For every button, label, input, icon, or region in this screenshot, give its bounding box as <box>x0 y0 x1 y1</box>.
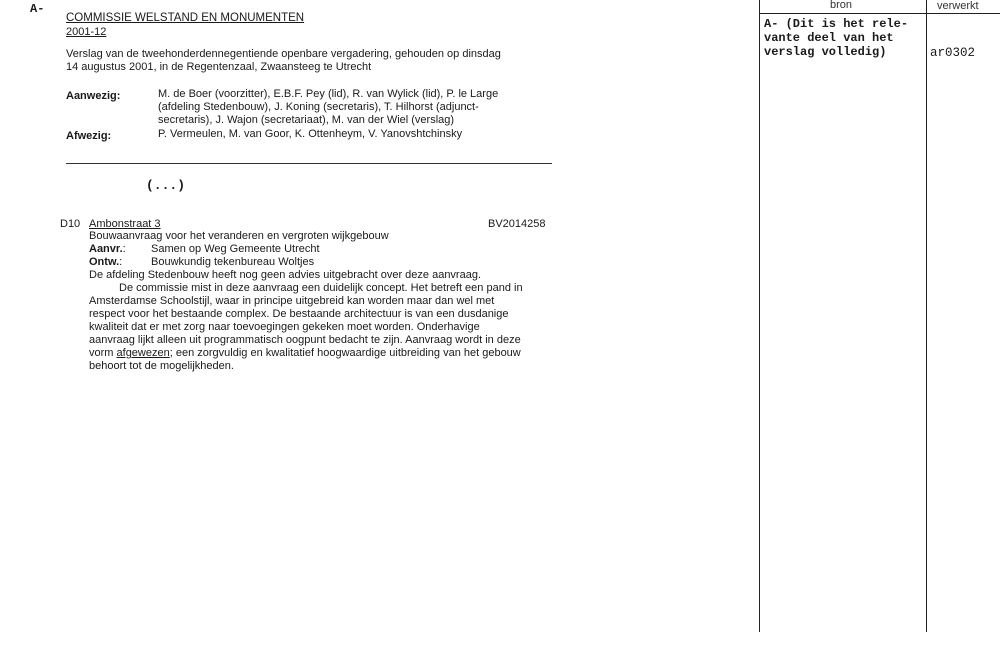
body-line: Amsterdamse Schoolstijl, waar in principe uitgebreid kan worden maar dan wel met <box>89 295 495 307</box>
register-note <box>764 17 908 59</box>
register-note-line: verslag volledig) <box>764 45 887 59</box>
omission-marker: (...) <box>146 178 186 193</box>
register-code: ar0302 <box>930 46 976 60</box>
body-line: aanvraag lijkt alleen uit programmatisch oogpunt bedacht te zijn. Aanvraag wordt in deze <box>89 334 521 346</box>
present-line: (afdeling Stedenbouw), J. Koning (secretaris), T. Hilhorst (adjunct- <box>158 101 479 113</box>
item-code: D10 <box>60 218 81 230</box>
intro-line: 14 augustus 2001, in de Regentenzaal, Zwaansteeg te Utrecht <box>66 61 372 73</box>
register-column-divider <box>926 0 927 632</box>
body-line: De commissie mist in deze aanvraag een duidelijk concept. Het betreft een pand in <box>119 282 523 294</box>
register-col-processed: verwerkt <box>937 0 979 12</box>
register-left-border <box>759 0 760 632</box>
committee-title: COMMISSIE WELSTAND EN MONUMENTEN <box>66 12 305 24</box>
decision-rejected: afgewezen <box>116 347 170 359</box>
body-vorm: vorm <box>89 347 114 359</box>
item-details <box>89 230 523 373</box>
present-list <box>158 88 498 127</box>
absent-label: Afwezig: <box>66 130 112 142</box>
designer-label: Ontw. <box>89 256 120 268</box>
body-line: respect voor het bestaande complex. De bestaande architectuur is van een dusdanige <box>89 308 509 320</box>
page-marker: A- <box>30 2 45 16</box>
applicant-sep: : <box>122 243 126 255</box>
absent-list: P. Vermeulen, M. van Goor, K. Ottenheym, V. Yanovshtchinsky <box>158 128 463 140</box>
meeting-number: 2001-12 <box>66 26 107 38</box>
register-header-rule <box>759 13 1000 14</box>
item-note: De afdeling Stedenbouw heeft nog geen advies uitgebracht over deze aanvraag. <box>89 269 482 281</box>
present-label: Aanwezig: <box>66 90 121 102</box>
intro-paragraph <box>66 48 501 74</box>
separator-rule <box>66 163 552 164</box>
body-line <box>89 347 523 360</box>
item-address: Ambonstraat 3 <box>89 218 161 230</box>
applicant-row <box>89 243 523 256</box>
register-note-line: A- (Dit is het rele- <box>764 17 909 31</box>
designer-value: Bouwkundig tekenbureau Woltjes <box>151 256 315 268</box>
designer-row <box>89 256 523 269</box>
body-rest: ; een zorgvuldig en kwalitatief hoogwaardige uitbreiding van het gebouw <box>169 347 521 359</box>
present-line: secretaris), J. Wajon (secretariaat), M. van der Wiel (verslag) <box>158 114 455 126</box>
body-line: behoort tot de mogelijkheden. <box>89 360 234 372</box>
intro-line: Verslag van de tweehonderdennegentiende openbare vergadering, gehouden op dinsdag <box>66 48 501 60</box>
applicant-value: Samen op Weg Gemeente Utrecht <box>151 243 320 255</box>
item-reference: BV2014258 <box>488 218 546 230</box>
applicant-label: Aanvr. <box>89 243 123 255</box>
designer-sep: : <box>119 256 123 268</box>
register-note-line: vante deel van het <box>764 31 894 45</box>
item-subject: Bouwaanvraag voor het veranderen en vergroten wijkgebouw <box>89 230 389 242</box>
body-line: kwaliteit dat er met zorg naar toevoegingen gekeken moet worden. Onderhavige <box>89 321 480 333</box>
register-col-source: bron <box>830 0 853 11</box>
present-line: M. de Boer (voorzitter), E.B.F. Pey (lid), R. van Wylick (lid), P. le Large <box>158 88 499 100</box>
